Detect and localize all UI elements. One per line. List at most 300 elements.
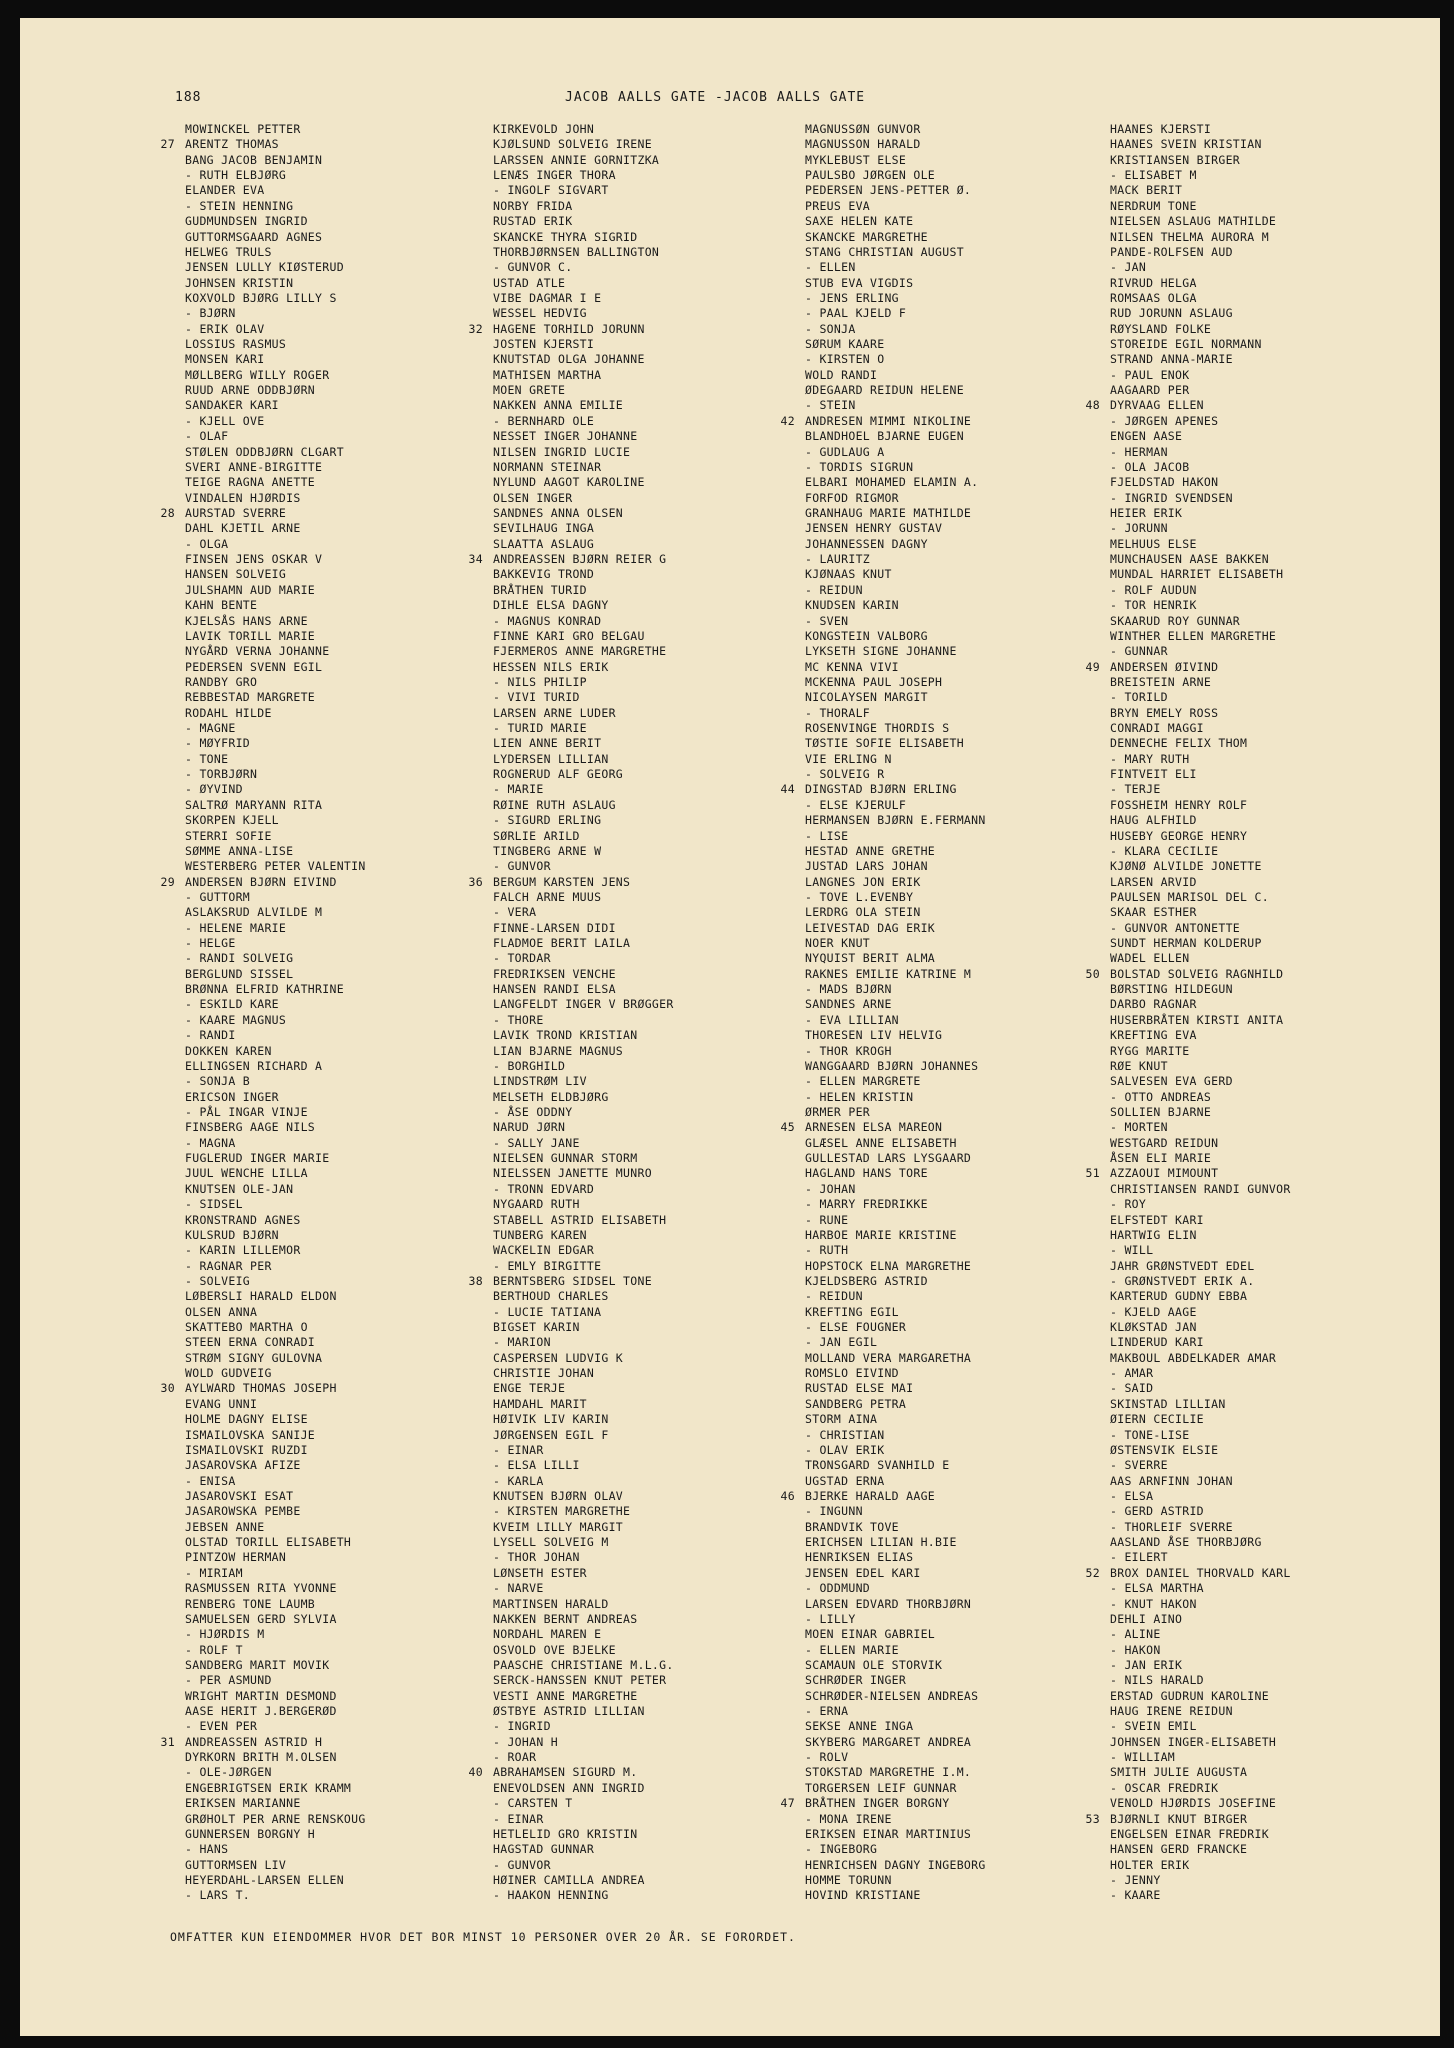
resident-entry (493, 1474, 808, 1489)
resident-entry (780, 782, 1120, 797)
resident-entry (1110, 537, 1425, 552)
column-1 (160, 122, 500, 1904)
resident-name: - HJØRDIS M (185, 1627, 265, 1642)
resident-entry (805, 690, 1120, 705)
resident-entry (805, 352, 1120, 367)
resident-entry (1110, 736, 1425, 751)
resident-entry (185, 644, 500, 659)
resident-entry (805, 567, 1120, 582)
resident-entry (805, 1689, 1120, 1704)
resident-entry (493, 1735, 808, 1750)
column-4 (1085, 122, 1425, 1904)
resident-name: ØIERN CECILIE (1110, 1412, 1204, 1427)
resident-entry (805, 644, 1120, 659)
resident-entry (493, 583, 808, 598)
resident-name: - KARLA (493, 1473, 544, 1488)
resident-entry (805, 706, 1120, 721)
resident-entry (493, 905, 808, 920)
resident-entry (493, 1873, 808, 1888)
resident-entry (185, 1458, 500, 1473)
resident-name: - TONE (185, 751, 229, 766)
resident-name: FINTVEIT ELI (1110, 767, 1197, 782)
resident-entry (493, 1044, 808, 1059)
resident-name: - ROLV (805, 1750, 849, 1765)
resident-name: - RANDI (185, 1028, 236, 1043)
resident-name: RODAHL HILDE (185, 705, 272, 720)
resident-entry (1110, 1074, 1425, 1089)
resident-name: LARSEN ARNE LUDER (493, 705, 616, 720)
resident-name: - MAGNE (185, 721, 236, 736)
column-2 (468, 122, 808, 1904)
resident-entry (805, 583, 1120, 598)
resident-entry (185, 1704, 500, 1719)
resident-name: VINDALEN HJØRDIS (185, 490, 301, 505)
resident-entry (493, 951, 808, 966)
resident-entry (805, 491, 1120, 506)
resident-name: - MIRIAM (185, 1565, 243, 1580)
resident-entry (805, 1182, 1120, 1197)
resident-entry (493, 230, 808, 245)
resident-name: HAANES SVEIN KRISTIAN (1110, 137, 1262, 152)
resident-name: SANDNES ARNE (805, 997, 892, 1012)
resident-entry (185, 1259, 500, 1274)
resident-name: ISMAILOVSKI RUZDI (185, 1442, 308, 1457)
resident-entry (1110, 491, 1425, 506)
resident-entry (805, 875, 1120, 890)
resident-entry (1110, 829, 1425, 844)
resident-entry (493, 1704, 808, 1719)
resident-entry (185, 168, 500, 183)
resident-entry (493, 1612, 808, 1627)
resident-entry (1110, 1535, 1425, 1550)
resident-name: NIELSEN GUNNAR STORM (493, 1151, 638, 1166)
house-number: 34 (468, 552, 483, 567)
resident-entry (805, 1550, 1120, 1565)
resident-entry (185, 1550, 500, 1565)
resident-entry (1110, 598, 1425, 613)
resident-entry (493, 721, 808, 736)
resident-entry (185, 951, 500, 966)
resident-entry (493, 890, 808, 905)
resident-entry (185, 1243, 500, 1258)
resident-entry (1110, 1335, 1425, 1350)
resident-entry (1110, 798, 1425, 813)
resident-entry (185, 1812, 500, 1827)
resident-name: - KIRSTEN MARGRETHE (493, 1504, 631, 1519)
resident-entry (493, 1028, 808, 1043)
resident-entry (493, 398, 808, 413)
resident-entry (185, 183, 500, 198)
resident-entry (185, 1335, 500, 1350)
resident-name: ENGELSEN EINAR FREDRIK (1110, 1826, 1269, 1841)
resident-entry (493, 445, 808, 460)
resident-name: ÅSEN ELI MARIE (1110, 1151, 1212, 1166)
resident-entry (493, 1858, 808, 1873)
resident-entry (805, 1520, 1120, 1535)
resident-entry (805, 1274, 1120, 1289)
resident-name: - SIGURD ERLING (493, 813, 602, 828)
resident-entry (805, 1443, 1120, 1458)
resident-name: - MARION (493, 1335, 551, 1350)
resident-name: MACK BERIT (1110, 183, 1183, 198)
resident-name: THORESEN LIV HELVIG (805, 1028, 943, 1043)
resident-entry (493, 1842, 808, 1857)
resident-name: VENOLD HJØRDIS JOSEFINE (1110, 1796, 1277, 1811)
resident-name: WESTERBERG PETER VALENTIN (185, 859, 366, 874)
resident-name: HANSEN SOLVEIG (185, 567, 287, 582)
resident-entry (185, 1120, 500, 1135)
resident-name: STANG CHRISTIAN AUGUST (805, 244, 964, 259)
resident-name: VIE ERLING N (805, 751, 892, 766)
resident-entry (1085, 1166, 1425, 1181)
resident-name: - THOR JOHAN (493, 1550, 580, 1565)
resident-entry (1085, 1565, 1425, 1581)
resident-name: KREFTING EVA (1110, 1028, 1197, 1043)
resident-name: - SIDSEL (185, 1197, 243, 1212)
resident-name: JUSTAD LARS JOHAN (805, 859, 928, 874)
resident-entry (493, 598, 808, 613)
resident-entry (1110, 1612, 1425, 1627)
resident-name: FINNE-LARSEN DIDI (493, 920, 616, 935)
resident-entry (1110, 1643, 1425, 1658)
resident-name: GUTTORMSGAARD AGNES (185, 229, 323, 244)
resident-name: ENEVOLDSEN ANN INGRID (493, 1780, 645, 1795)
resident-name: RUUD ARNE ODDBJØRN (185, 383, 316, 398)
resident-entry (1110, 1059, 1425, 1074)
resident-entry (1110, 1489, 1425, 1504)
resident-entry (1110, 782, 1425, 797)
resident-entry (185, 1028, 500, 1043)
resident-entry (493, 813, 808, 828)
resident-entry (185, 122, 500, 137)
resident-name: GRANHAUG MARIE MATHILDE (805, 505, 972, 520)
resident-name: - GUTTORM (185, 889, 251, 904)
resident-entry (493, 614, 808, 629)
resident-name: MC KENNA VIVI (805, 659, 899, 674)
resident-entry (493, 1381, 808, 1396)
resident-name: ROSENVINGE THORDIS S (805, 721, 950, 736)
resident-name: SLAATTA ASLAUG (493, 536, 595, 551)
resident-entry (1110, 1274, 1425, 1289)
resident-name: - ELLEN MARIE (805, 1642, 899, 1657)
resident-name: PAULSBO JØRGEN OLE (805, 168, 936, 183)
resident-entry (805, 1320, 1120, 1335)
resident-entry (493, 276, 808, 291)
resident-entry (1110, 1735, 1425, 1750)
resident-name: BRÅTHEN INGER BORGNY (805, 1796, 950, 1811)
resident-entry (493, 1320, 808, 1335)
resident-entry (805, 1213, 1120, 1228)
resident-entry (493, 537, 808, 552)
resident-entry (805, 1858, 1120, 1873)
resident-entry (185, 1888, 500, 1903)
resident-name: LYSELL SOLVEIG M (493, 1535, 609, 1550)
resident-entry (493, 1228, 808, 1243)
resident-entry (185, 936, 500, 951)
resident-name: - BJØRN (185, 306, 236, 321)
resident-name: - ELLEN (805, 260, 856, 275)
resident-entry (1110, 352, 1425, 367)
resident-entry (1110, 936, 1425, 951)
resident-entry (185, 1765, 500, 1780)
resident-name: JENSEN EDEL KARI (805, 1565, 921, 1580)
resident-name: SANDAKER KARI (185, 398, 279, 413)
resident-name: - TRONN EDVARD (493, 1181, 595, 1196)
resident-entry (1110, 199, 1425, 214)
resident-name: - HELGE (185, 936, 236, 951)
resident-name: SKAAR ESTHER (1110, 905, 1197, 920)
resident-entry (185, 675, 500, 690)
resident-entry (493, 1182, 808, 1197)
resident-entry (1110, 1381, 1425, 1396)
resident-entry (1110, 245, 1425, 260)
resident-name: CHRISTIE JOHAN (493, 1366, 595, 1381)
resident-entry (805, 552, 1120, 567)
resident-name: SKINSTAD LILLIAN (1110, 1396, 1226, 1411)
resident-entry (805, 1197, 1120, 1212)
resident-entry (185, 1858, 500, 1873)
resident-entry (1110, 506, 1425, 521)
resident-entry (805, 537, 1120, 552)
resident-name: BIGSET KARIN (493, 1320, 580, 1335)
column-3 (780, 122, 1120, 1904)
resident-name: - OLAV ERIK (805, 1442, 885, 1457)
resident-name: NARUD JØRN (493, 1120, 566, 1135)
resident-entry (1110, 322, 1425, 337)
resident-name: SUNDT HERMAN KOLDERUP (1110, 936, 1262, 951)
resident-name: ANDRESEN MIMMI NIKOLINE (805, 413, 972, 428)
resident-entry (805, 1627, 1120, 1642)
resident-entry (185, 905, 500, 920)
resident-name: - KAARE (1110, 1888, 1161, 1903)
resident-entry (185, 491, 500, 506)
resident-name: KNUTSTAD OLGA JOHANNE (493, 352, 645, 367)
resident-entry (493, 1305, 808, 1320)
running-title: JACOB AALLS GATE -JACOB AALLS GATE (565, 90, 866, 105)
resident-name: HENRIKSEN ELIAS (805, 1550, 914, 1565)
resident-name: LARSEN EDVARD THORBJØRN (805, 1596, 972, 1611)
resident-entry (1110, 1320, 1425, 1335)
resident-entry (805, 1366, 1120, 1381)
resident-entry (185, 583, 500, 598)
resident-entry (805, 1612, 1120, 1627)
resident-entry (160, 1381, 500, 1396)
house-number: 44 (780, 782, 795, 797)
resident-name: - GUNNAR (1110, 644, 1168, 659)
resident-name: - HELENE MARIE (185, 920, 287, 935)
resident-entry (1110, 1243, 1425, 1258)
resident-name: MUNCHAUSEN AASE BAKKEN (1110, 552, 1269, 567)
resident-entry (185, 260, 500, 275)
resident-entry (493, 1059, 808, 1074)
resident-entry (493, 829, 808, 844)
resident-name: RUSTAD ERIK (493, 214, 573, 229)
resident-entry (1085, 659, 1425, 675)
resident-entry (185, 1520, 500, 1535)
resident-name: GULLESTAD LARS LYSGAARD (805, 1151, 972, 1166)
resident-entry (1110, 1873, 1425, 1888)
resident-name: PANDE-ROLFSEN AUD (1110, 244, 1233, 259)
resident-entry (805, 429, 1120, 444)
resident-entry (1110, 921, 1425, 936)
resident-name: - LISE (805, 828, 849, 843)
resident-name: SCHRØDER INGER (805, 1673, 907, 1688)
resident-entry (493, 798, 808, 813)
resident-entry (493, 1335, 808, 1350)
footer-note: OMFATTER KUN EIENDOMMER HVOR DET BOR MINST 10 PERSONER OVER 20 ÅR. SE FORORDET. (170, 1930, 796, 1944)
resident-name: BROX DANIEL THORVALD KARL (1110, 1565, 1291, 1580)
resident-entry (493, 1566, 808, 1581)
resident-entry (1110, 1090, 1425, 1105)
resident-name: ØRMER PER (805, 1105, 871, 1119)
resident-entry (805, 1074, 1120, 1089)
resident-entry (805, 813, 1120, 828)
resident-name: MELSETH ELDBJØRG (493, 1089, 609, 1104)
resident-entry (185, 1428, 500, 1443)
resident-name: TEIGE RAGNA ANETTE (185, 475, 316, 490)
resident-entry (185, 921, 500, 936)
resident-name: - MAGNUS KONRAD (493, 613, 602, 628)
resident-name: SEVILHAUG INGA (493, 521, 595, 536)
resident-entry (493, 1796, 808, 1811)
resident-entry (805, 1750, 1120, 1765)
resident-entry (493, 1443, 808, 1458)
resident-entry (805, 1381, 1120, 1396)
resident-entry (1110, 1750, 1425, 1765)
resident-entry (185, 445, 500, 460)
resident-entry (1110, 1136, 1425, 1151)
resident-name: - TONE-LISE (1110, 1427, 1190, 1442)
resident-entry (805, 1397, 1120, 1412)
resident-entry (1110, 1658, 1425, 1673)
resident-name: LINDERUD KARI (1110, 1335, 1204, 1350)
resident-entry (493, 1581, 808, 1596)
resident-entry (805, 1136, 1120, 1151)
resident-entry (1110, 890, 1425, 905)
resident-entry (1110, 859, 1425, 874)
resident-name: - ELSA MARTHA (1110, 1581, 1204, 1596)
resident-entry (805, 1888, 1120, 1903)
resident-entry (493, 1151, 808, 1166)
resident-name: JASAROWSKA PEMBE (185, 1504, 301, 1519)
resident-name: FLADMOE BERIT LAILA (493, 936, 631, 951)
resident-name: - REIDUN (805, 582, 863, 597)
resident-entry (493, 1412, 808, 1427)
resident-name: NILSEN INGRID LUCIE (493, 444, 631, 459)
resident-name: STØLEN ODDBJØRN CLGART (185, 444, 344, 459)
resident-name: - PAAL KJELD F (805, 306, 907, 321)
resident-entry (780, 1120, 1120, 1135)
resident-entry (805, 844, 1120, 859)
resident-name: - JOHAN (805, 1181, 856, 1196)
resident-name: DEHLI AINO (1110, 1611, 1183, 1626)
resident-name: STRØM SIGNY GULOVNA (185, 1350, 323, 1365)
resident-entry (805, 1474, 1120, 1489)
resident-entry (805, 1842, 1120, 1857)
resident-entry (185, 982, 500, 997)
resident-name: HOLME DAGNY ELISE (185, 1412, 308, 1427)
resident-name: ROGNERUD ALF GEORG (493, 767, 624, 782)
resident-entry (185, 429, 500, 444)
resident-entry (185, 352, 500, 367)
resident-entry (493, 352, 808, 367)
resident-entry (185, 1612, 500, 1627)
resident-name: - HAAKON HENNING (493, 1888, 609, 1903)
resident-name: NILSEN THELMA AURORA M (1110, 229, 1269, 244)
resident-entry (493, 1719, 808, 1734)
resident-entry (805, 1105, 1120, 1120)
resident-name: ASLAKSRUD ALVILDE M (185, 905, 323, 920)
resident-entry (493, 660, 808, 675)
resident-entry (805, 1781, 1120, 1796)
resident-name: HAMDAHL MARIT (493, 1396, 587, 1411)
resident-name: - SVEIN EMIL (1110, 1719, 1197, 1734)
resident-name: - OSCAR FREDRIK (1110, 1780, 1219, 1795)
resident-entry (493, 1489, 808, 1504)
resident-name: ANDREASSEN BJØRN REIER G (493, 552, 667, 567)
resident-entry (1110, 1151, 1425, 1166)
resident-name: WACKELIN EDGAR (493, 1243, 595, 1258)
resident-name: - HANS (185, 1842, 229, 1857)
resident-name: SØMME ANNA-LISE (185, 843, 294, 858)
resident-entry (185, 752, 500, 767)
resident-entry (493, 506, 808, 521)
resident-entry (1110, 1858, 1425, 1873)
resident-name: - NARVE (493, 1581, 544, 1596)
resident-name: - SALLY JANE (493, 1135, 580, 1150)
resident-name: SØRUM KAARE (805, 337, 885, 352)
house-number: 53 (1085, 1811, 1100, 1826)
resident-name: FJELDSTAD HAKON (1110, 475, 1219, 490)
house-number: 48 (1085, 398, 1100, 413)
resident-name: AURSTAD SVERRE (185, 505, 287, 520)
resident-entry (185, 276, 500, 291)
resident-entry (185, 199, 500, 214)
resident-entry (493, 706, 808, 721)
resident-entry (185, 1074, 500, 1089)
resident-name: TUNBERG KAREN (493, 1227, 587, 1242)
resident-entry (185, 660, 500, 675)
resident-name: JEBSEN ANNE (185, 1519, 265, 1534)
resident-name: REBBESTAD MARGRETE (185, 690, 316, 705)
resident-entry (805, 153, 1120, 168)
resident-entry (1110, 1550, 1425, 1565)
resident-entry (805, 767, 1120, 782)
resident-entry (493, 1673, 808, 1688)
resident-name: - JAN (1110, 260, 1147, 275)
resident-name: NYLUND AAGOT KAROLINE (493, 475, 645, 490)
resident-name: FINSBERG AAGE NILS (185, 1120, 316, 1135)
directory-page (20, 18, 1440, 2036)
resident-entry (805, 1765, 1120, 1780)
resident-entry (805, 936, 1120, 951)
resident-name: LEIVESTAD DAG ERIK (805, 920, 936, 935)
resident-entry (185, 1412, 500, 1427)
resident-entry (1110, 1581, 1425, 1596)
house-number: 32 (468, 321, 483, 336)
resident-name: JØRGENSEN EGIL F (493, 1427, 609, 1442)
resident-name: ERICSON INGER (185, 1089, 279, 1104)
resident-name: SKYBERG MARGARET ANDREA (805, 1734, 972, 1749)
resident-name: MOEN EINAR GABRIEL (805, 1627, 936, 1642)
house-number: 50 (1085, 966, 1100, 981)
resident-name: MELHUUS ELSE (1110, 536, 1197, 551)
resident-entry (1110, 1213, 1425, 1228)
resident-name: WADEL ELLEN (1110, 951, 1190, 966)
house-number: 31 (160, 1734, 175, 1749)
resident-entry (805, 1351, 1120, 1366)
resident-entry (493, 1535, 808, 1550)
